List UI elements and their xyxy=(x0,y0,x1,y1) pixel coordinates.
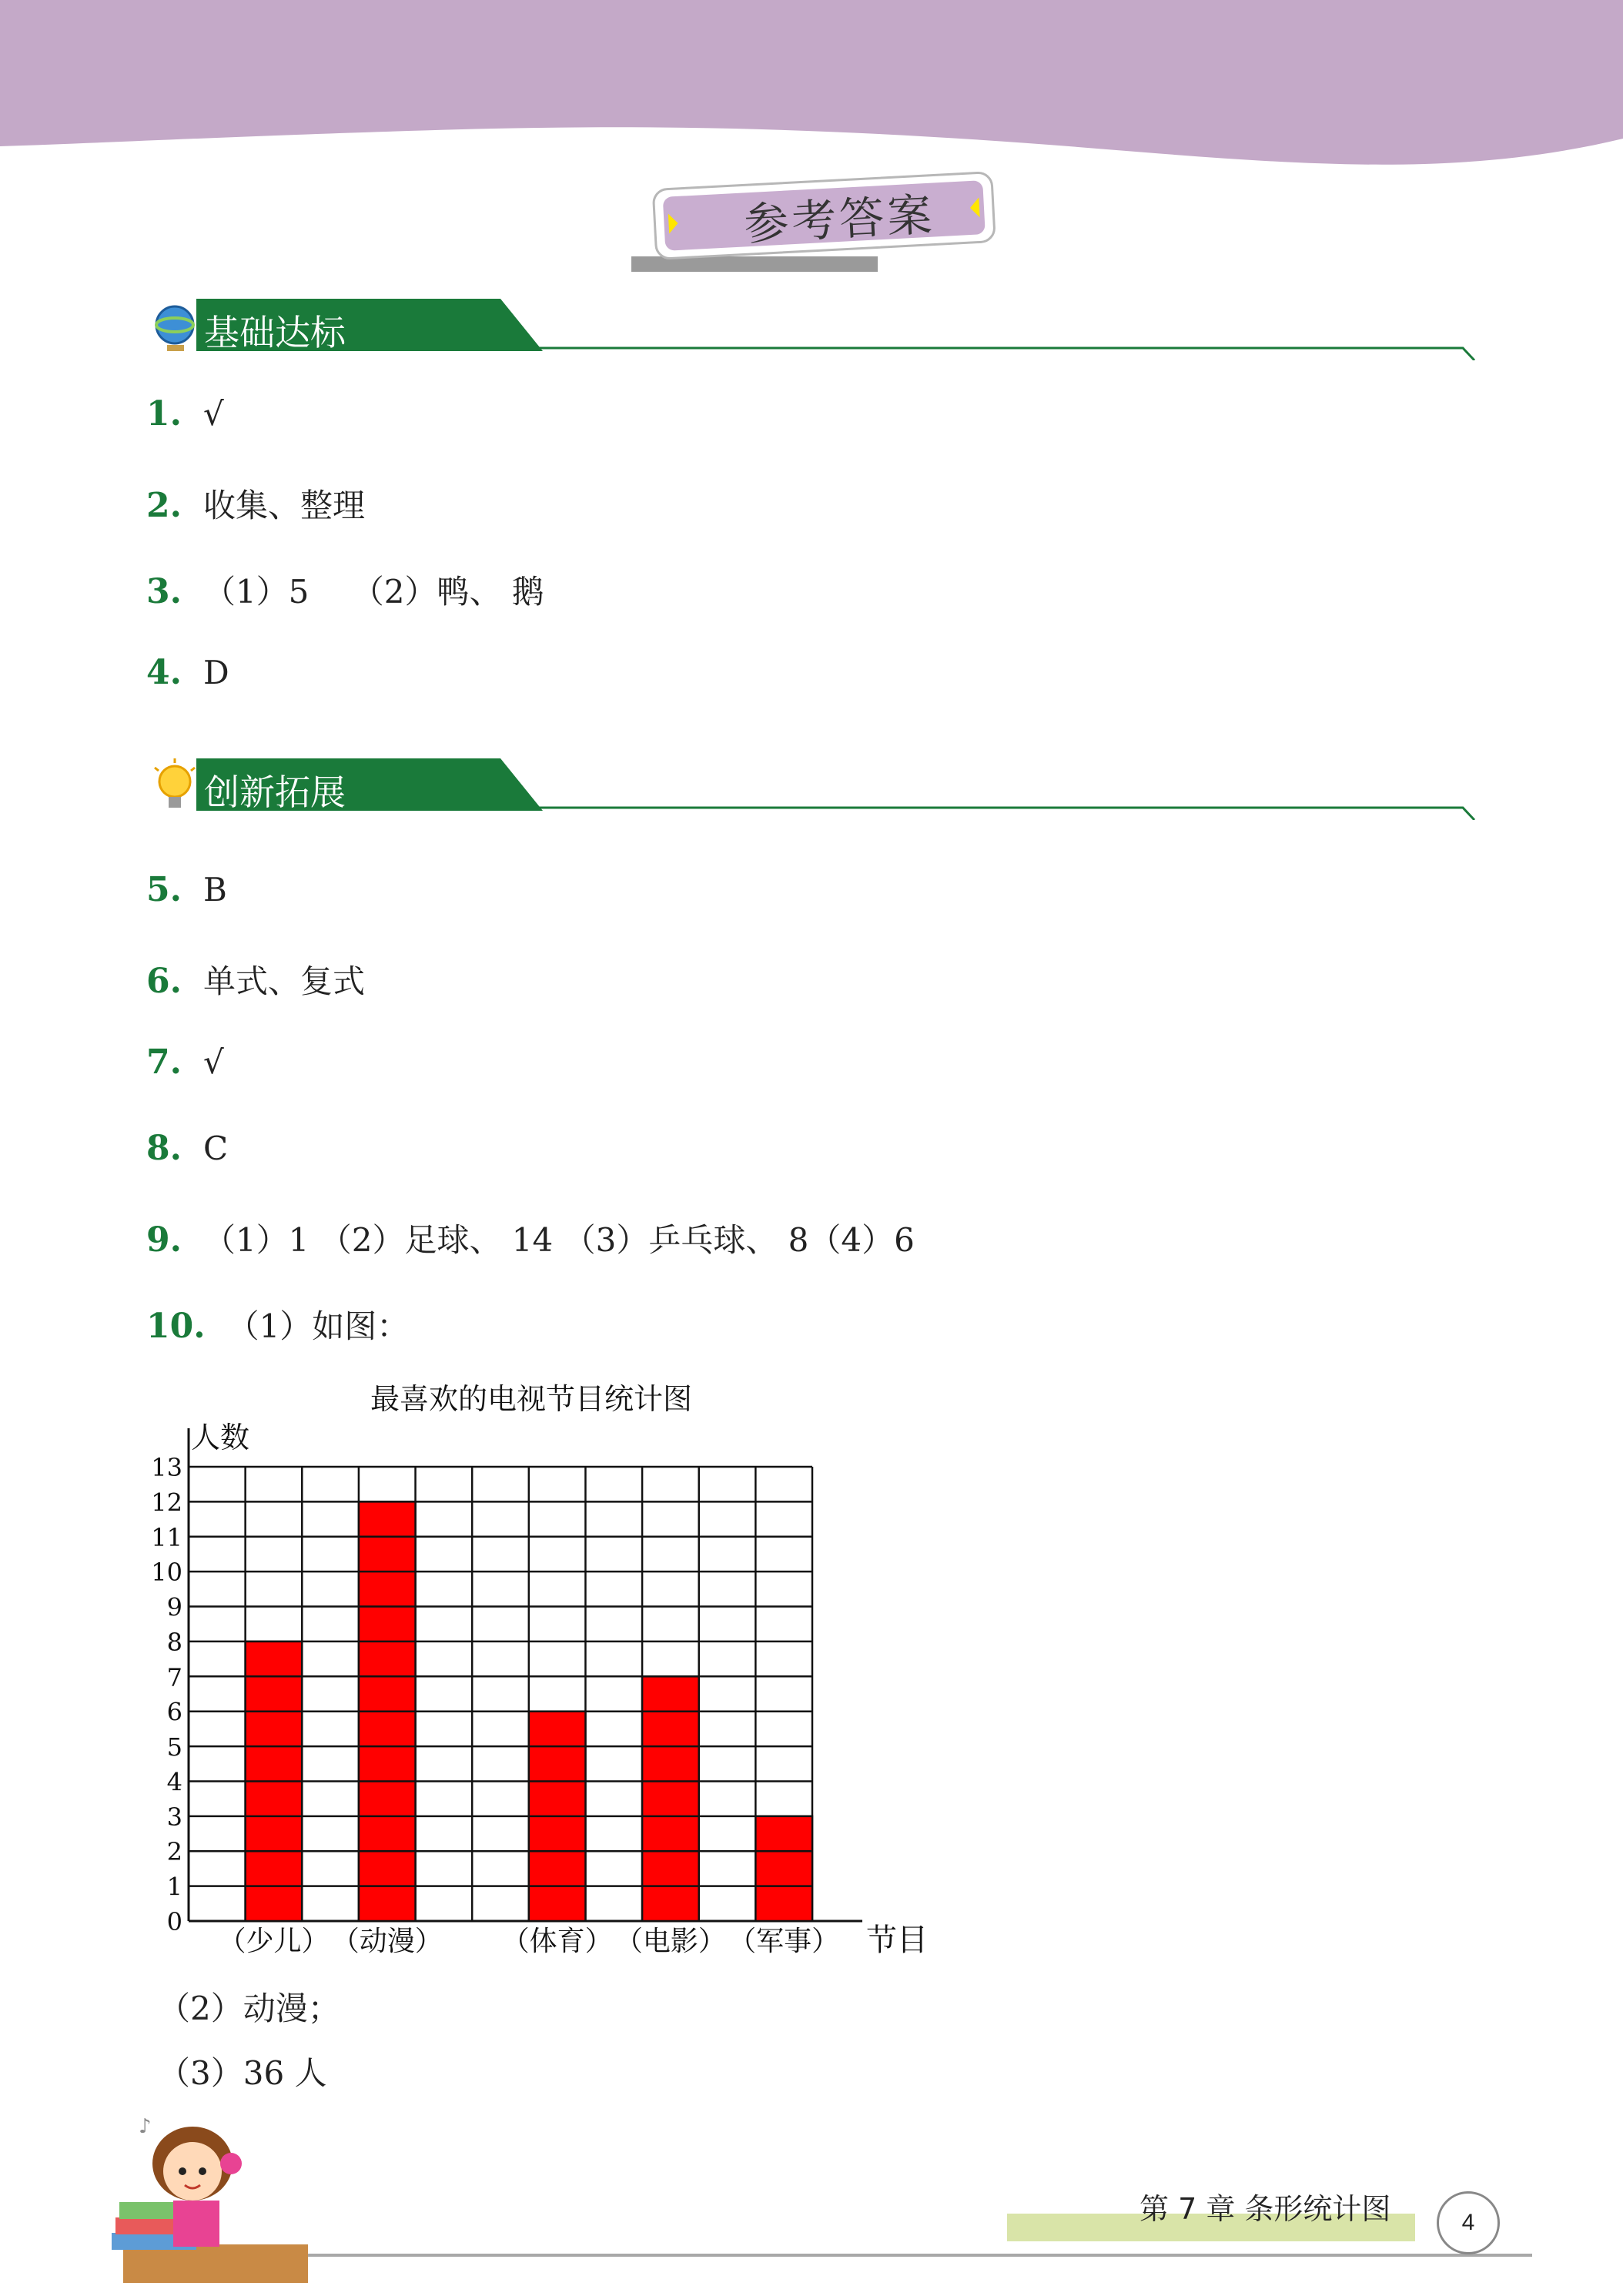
y-tick-labels xyxy=(151,1453,182,1936)
y-tick-label: 3 xyxy=(166,1802,182,1832)
x-axis-label: 节目 xyxy=(866,1923,928,1958)
sub-answer: （3）36 人 xyxy=(158,2054,327,2092)
x-tick-label: （少儿） xyxy=(218,1926,330,1957)
page-number: 4 xyxy=(1437,2191,1500,2254)
page-title: 参考答案 xyxy=(742,188,936,251)
answer-number: 7. xyxy=(146,1043,182,1082)
y-tick-label: 9 xyxy=(166,1592,182,1622)
chart-title: 最喜欢的电视节目统计图 xyxy=(370,1382,693,1416)
answer-item xyxy=(146,870,227,909)
y-tick-label: 1 xyxy=(166,1872,182,1902)
bar-chart xyxy=(146,1371,962,1971)
y-axis-label: 人数 xyxy=(191,1421,250,1454)
bar xyxy=(755,1816,812,1921)
answer-text: 单式、复式 xyxy=(202,962,365,1000)
x-tick-label: （军事） xyxy=(728,1926,840,1957)
section-rule xyxy=(431,345,1478,360)
answer-text: D xyxy=(202,654,229,691)
svg-text:♪: ♪ xyxy=(139,2115,152,2138)
y-tick-label: 12 xyxy=(151,1488,182,1518)
section-header-extension xyxy=(150,758,1505,820)
y-tick-label: 6 xyxy=(166,1697,182,1727)
answer-item xyxy=(146,1215,915,1261)
section-header-basic xyxy=(150,299,1505,360)
answer-number: 4. xyxy=(146,653,182,692)
y-tick-label: 11 xyxy=(151,1522,182,1552)
y-tick-label: 2 xyxy=(166,1837,182,1867)
y-tick-label: 7 xyxy=(166,1662,182,1692)
answer-text: （1）如图： xyxy=(226,1307,410,1345)
answer-text: C xyxy=(202,1130,229,1167)
answer-number: 5. xyxy=(146,870,182,909)
y-tick-label: 0 xyxy=(166,1907,182,1936)
section-rule xyxy=(435,805,1482,820)
answer-item xyxy=(146,1301,409,1347)
answer-item xyxy=(146,1043,224,1082)
student-illustration xyxy=(112,2115,308,2283)
answer-item xyxy=(146,653,229,692)
answer-number: 8. xyxy=(146,1129,182,1168)
x-tick-labels xyxy=(218,1926,839,1957)
answer-text: B xyxy=(202,871,227,909)
answer-text: √ xyxy=(202,395,224,433)
answer-number: 6. xyxy=(146,962,182,1001)
answer-number: 1. xyxy=(146,394,182,433)
sub-answer: （2）动漫； xyxy=(158,1990,340,2027)
answer-number: 9. xyxy=(146,1220,182,1260)
answer-item xyxy=(146,956,365,1002)
y-tick-label: 8 xyxy=(166,1627,182,1657)
answer-item xyxy=(146,394,224,433)
x-tick-label: （体育） xyxy=(501,1926,613,1957)
header-wave xyxy=(0,0,1623,177)
answer-text: （1）5 （2）鸭、 鹅 xyxy=(202,573,544,611)
section-label: 基础达标 xyxy=(204,312,346,353)
y-tick-label: 13 xyxy=(151,1453,182,1482)
y-tick-label: 4 xyxy=(166,1767,182,1797)
footer-chapter: 第 7 章 条形统计图 xyxy=(1139,2192,1391,2226)
section-label: 创新拓展 xyxy=(204,771,346,813)
bar xyxy=(642,1676,699,1921)
answer-item xyxy=(146,480,365,527)
answer-text: 收集、整理 xyxy=(202,487,365,524)
answer-text: √ xyxy=(202,1043,224,1081)
answer-text: （1）1 （2）足球、 14 （3）乒乓球、 8（4）6 xyxy=(202,1221,915,1259)
x-tick-label: （动漫） xyxy=(331,1926,443,1957)
answer-number: 3. xyxy=(146,572,182,611)
answer-number: 10. xyxy=(146,1307,206,1346)
x-tick-label: （电影） xyxy=(614,1926,726,1957)
answer-item xyxy=(146,1129,228,1168)
answer-item xyxy=(146,567,544,613)
y-tick-label: 10 xyxy=(151,1558,182,1588)
answer-number: 2. xyxy=(146,486,182,525)
y-tick-label: 5 xyxy=(166,1732,182,1762)
